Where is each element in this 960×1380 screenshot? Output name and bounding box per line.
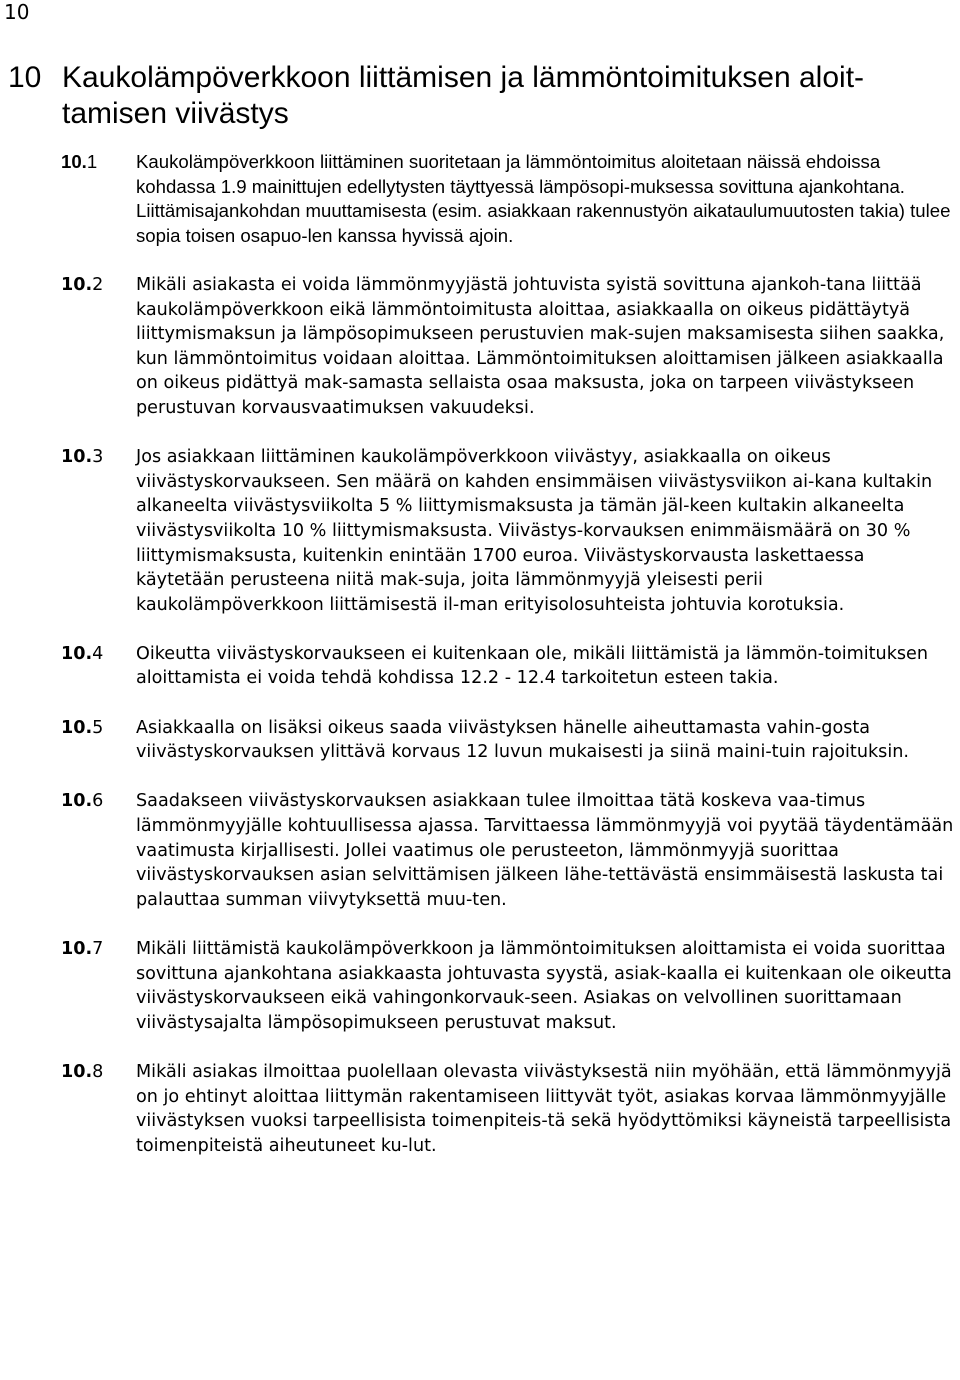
clause-text: Mikäli asiakasta ei voida lämmönmyyjästä johtuvista syistä sovittuna ajankoh-tana liittää kaukolämpöverkkoon eikä lämmöntoimitusta aloittaa, asiakkaalla on oikeus pidättäytyä liittymismaksun ja lämpösopimukseen perustuvien mak-sujen maksamisesta siihen saakka, kun lämmöntoimitus voidaan aloittaa. Lämmöntoimituksen aloittamisen jälkeen asiakkaalla on oikeus pidättyä mak-samasta sellaista osaa maksusta, joka on tarpeen viivästykseen perustuvan korvausvaatimuksen vakuudeksi. bbox=[136, 274, 945, 418]
clause-number: 10.4 bbox=[61, 643, 104, 664]
clause-list bbox=[61, 150, 956, 1183]
clause-text: Mikäli asiakas ilmoittaa puolellaan olevasta viivästyksestä niin myöhään, että lämmönmyyjä on jo ehtinyt aloittaa liittymän rakentamiseen liittyvät työt, asiakas korvaa lämmönmyyjälle viivästyksen vuoksi tarpeellisista toimenpiteis-tä sekä hyödyttömiksi käyneistä tarpeellisista toimenpiteistä aiheutuneet ku-lut. bbox=[136, 1061, 952, 1156]
clause-number: 10.5 bbox=[61, 717, 104, 738]
clause-number: 10.1 bbox=[61, 151, 98, 172]
clause-10-2 bbox=[61, 273, 956, 421]
clause-text: Kaukolämpöverkkoon liittäminen suoritetaan ja lämmöntoimitus aloitetaan näissä ehdoissa kohdassa 1.9 mainittujen edellytysten täyttyessä lämpösopi-muksessa sovittuna ajankohtana. Liittämisajankohdan muuttamisesta (esim. asiakkaan rakennustyön aikataulumuutosten takia) tulee sopia toisen osapuo-len kanssa hyvissä ajoin. bbox=[136, 151, 951, 246]
clause-text: Asiakkaalla on lisäksi oikeus saada viivästyksen hänelle aiheuttamasta vahin-gosta viivästyskorvauksen ylittävä korvaus 12 luvun mukaisesti ja siinä maini-tuin rajoituksin. bbox=[136, 717, 909, 763]
clause-text: Saadakseen viivästyskorvauksen asiakkaan tulee ilmoittaa tätä koskeva vaa-timus lämmönmyyjälle kohtuullisessa ajassa. Tarvittaessa lämmönmyyjä voi pyytää täydentämään vaatimusta kirjallisesti. Jollei vaatimus ole perusteeton, lämmönmyyjä suorittaa viivästyskorvauksen asian selvittämisen jälkeen lähe-tettävästä ensimmäisestä laskusta tai palauttaa summan viivytyksettä muu-ten. bbox=[136, 791, 954, 910]
clause-10-4 bbox=[61, 642, 956, 691]
clause-10-6 bbox=[61, 789, 956, 912]
clause-10-8 bbox=[61, 1060, 956, 1158]
section-heading bbox=[8, 60, 953, 132]
clause-number: 10.3 bbox=[61, 447, 104, 468]
clause-number: 10.8 bbox=[61, 1061, 104, 1082]
clause-text: Jos asiakkaan liittäminen kaukolämpöverkkoon viivästyy, asiakkaalla on oikeus viivästyskorvaukseen. Sen määrä on kahden ensimmäisen viivästysviikon ai-kana kultakin alkaneelta viivästysviikolta 5 % liittymismaksusta ja tämän jäl-keen kultakin alkaneelta viivästysviikolta 10 % liittymismaksusta. Viivästys-korvauksen enimmäismäärä on 30 % liittymismaksusta, kuitenkin enintään 1700 euroa. Viivästyskorvausta laskettaessa käytetään perusteena niitä mak-suja, joita lämmönmyyjä yleisesti perii kaukolämpöverkkoon liittämisestä il-man erityisolosuhteista johtuvia korotuksia. bbox=[136, 447, 933, 615]
clause-10-7 bbox=[61, 937, 956, 1035]
clause-text: Mikäli liittämistä kaukolämpöverkkoon ja lämmöntoimituksen aloittamista ei voida suorittaa sovittuna ajankohtana asiakkaasta johtuvasta syystä, asiak-kaalla ei kuitenkaan ole oikeutta viivästyskorvaukseen eikä vahingonkorvauk-seen. Asiakas on velvollinen suorittamaan viivästysajalta lämpösopimukseen perustuvat maksut. bbox=[136, 939, 952, 1033]
clause-number: 10.7 bbox=[61, 939, 104, 959]
heading-number: 10 bbox=[8, 61, 42, 94]
clause-10-1 bbox=[61, 150, 956, 248]
clause-10-3 bbox=[61, 445, 956, 617]
clause-number: 10.2 bbox=[61, 274, 104, 295]
clause-text: Oikeutta viivästyskorvaukseen ei kuitenkaan ole, mikäli liittämistä ja lämmön-toimituksen aloittamista ei voida tehdä kohdissa 12.2 - 12.4 tarkoitetun esteen takia. bbox=[136, 643, 929, 689]
clause-number: 10.6 bbox=[61, 791, 104, 812]
heading-title: Kaukolämpöverkkoon liittämisen ja lämmöntoimituksen aloit-tamisen viivästys bbox=[62, 61, 865, 130]
clause-10-5 bbox=[61, 716, 956, 765]
page-number: 10 bbox=[4, 0, 30, 24]
